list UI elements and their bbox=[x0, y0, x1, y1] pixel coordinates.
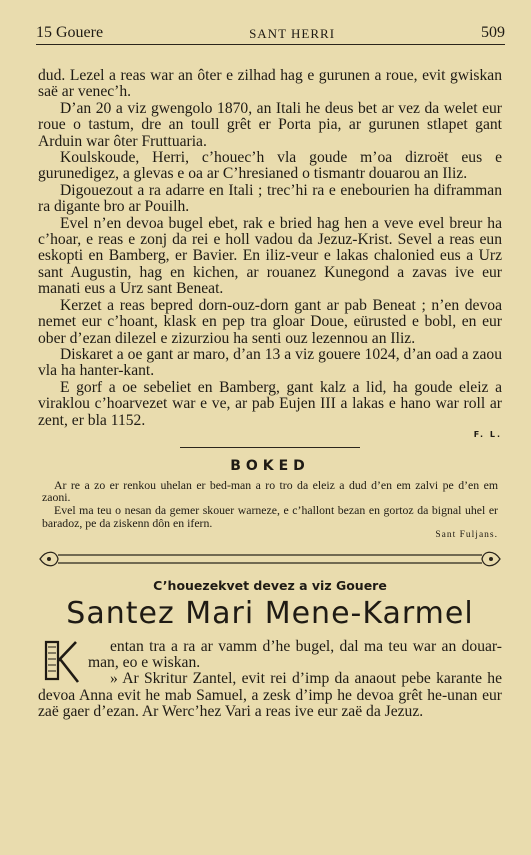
section-subtitle: C’houezekvet devez a viz Gouere bbox=[153, 577, 387, 593]
paragraph: E gorf a oe sebeliet en Bamberg, gant kalz a lid, ha goude eleiz a viraklou c’hoarvezet war e ve, ar pab Eujen III a lakas e hano war roll ar zent, er bla 1152. bbox=[38, 378, 502, 429]
header-date: 15 Gouere bbox=[36, 24, 104, 41]
paragraph: dud. Lezel a reas war an ôter e zilhad hag e gurunen a roue, evit gwiskan saë ar venec’h. bbox=[38, 67, 502, 101]
page-body bbox=[38, 68, 502, 721]
section-title: Santez Mari Mene-Karmel bbox=[66, 596, 474, 632]
boked-note bbox=[42, 479, 498, 542]
boked-heading: BOKED bbox=[230, 458, 310, 475]
ornamental-divider bbox=[38, 550, 502, 568]
paragraph: Diskaret a oe gant ar maro, d’an 13 a viz gouere 1024, d’an oad a zaou vla ha hanter-kant. bbox=[38, 345, 502, 380]
paragraph: D’an 20 a viz gwengolo 1870, an Itali he deus bet ar vez da welet eur roue o tastum, dre an toull grêt er Porta pia, ar gurunen stlapet gant Arduin war ôter Fruttuaria. bbox=[38, 99, 502, 150]
page-number: 509 bbox=[481, 24, 505, 41]
section-text bbox=[38, 639, 502, 721]
paragraph: Koulskoude, Herri, c’houec’h vla goude m’oa dizroët eus e gurunedigez, a glevas e oa ar C’hresianed o tismantr douarou an Iliz. bbox=[38, 149, 502, 183]
section-paragraph: entan tra a ra ar vamm d’he bugel, dal ma teu war an douar-man, eo e wiskan. bbox=[88, 637, 502, 671]
signature: F. L. bbox=[473, 429, 502, 439]
paragraph: Digouezout a ra adarre en Itali ; trec’hi ra e enebourien ha diframman ra digante bro ar Pouilh. bbox=[38, 181, 502, 216]
divider bbox=[180, 447, 360, 448]
paragraph: Evel n’en devoa bugel ebet, rak e bried hag hen a veve evel breur ha c’hoar, e reas e zonj da rei e holl vadou da Jezuz-Krist. Sevel a reas eun eskopti en Bamberg, er Bavier. En iliz-veur e lakas chalonied eus a Urz sant Augustin, hag en kichen, ar rouanez Kunegond a zavas ive eur manati eus a Urz sant Beneat. bbox=[38, 214, 502, 298]
header-title: SANT HERRI bbox=[249, 26, 336, 41]
boked-author: Sant Fuljans. bbox=[435, 530, 498, 541]
dropcap-K bbox=[38, 639, 84, 685]
boked-paragraph: Ar re a zo er renkou uhelan er bed-man a ro tro da eleiz a dud d’en em zalvi pe d’en em zaoni. bbox=[42, 477, 498, 505]
boked-paragraph: Evel ma teu o nesan da gemer skouer warneze, e c’hallont bezan en gortoz da bignal uhel er baradoz, pe da ziskenn dôn en ifern. bbox=[42, 502, 498, 530]
paragraph: Kerzet a reas bepred dorn-ouz-dorn gant ar pab Beneat ; n’en devoa nemet eur c’hoant, klask en pep tra gloar Doue, eürusted e bobl, en eur ober d’ezan dilezel e zizurziou ha senti ouz lezennou an Iliz. bbox=[38, 296, 502, 347]
section-paragraph: » Ar Skritur Zantel, evit rei d’imp da anaout pebe karante he devoa Anna evit he mab Samuel, a zesk d’imp he devoa grêt he-unan eur zaë gaer d’ezan. Ar Werc’hez Vari a reas ive eur zaë da Jezuz. bbox=[38, 670, 502, 721]
running-header bbox=[36, 20, 505, 45]
